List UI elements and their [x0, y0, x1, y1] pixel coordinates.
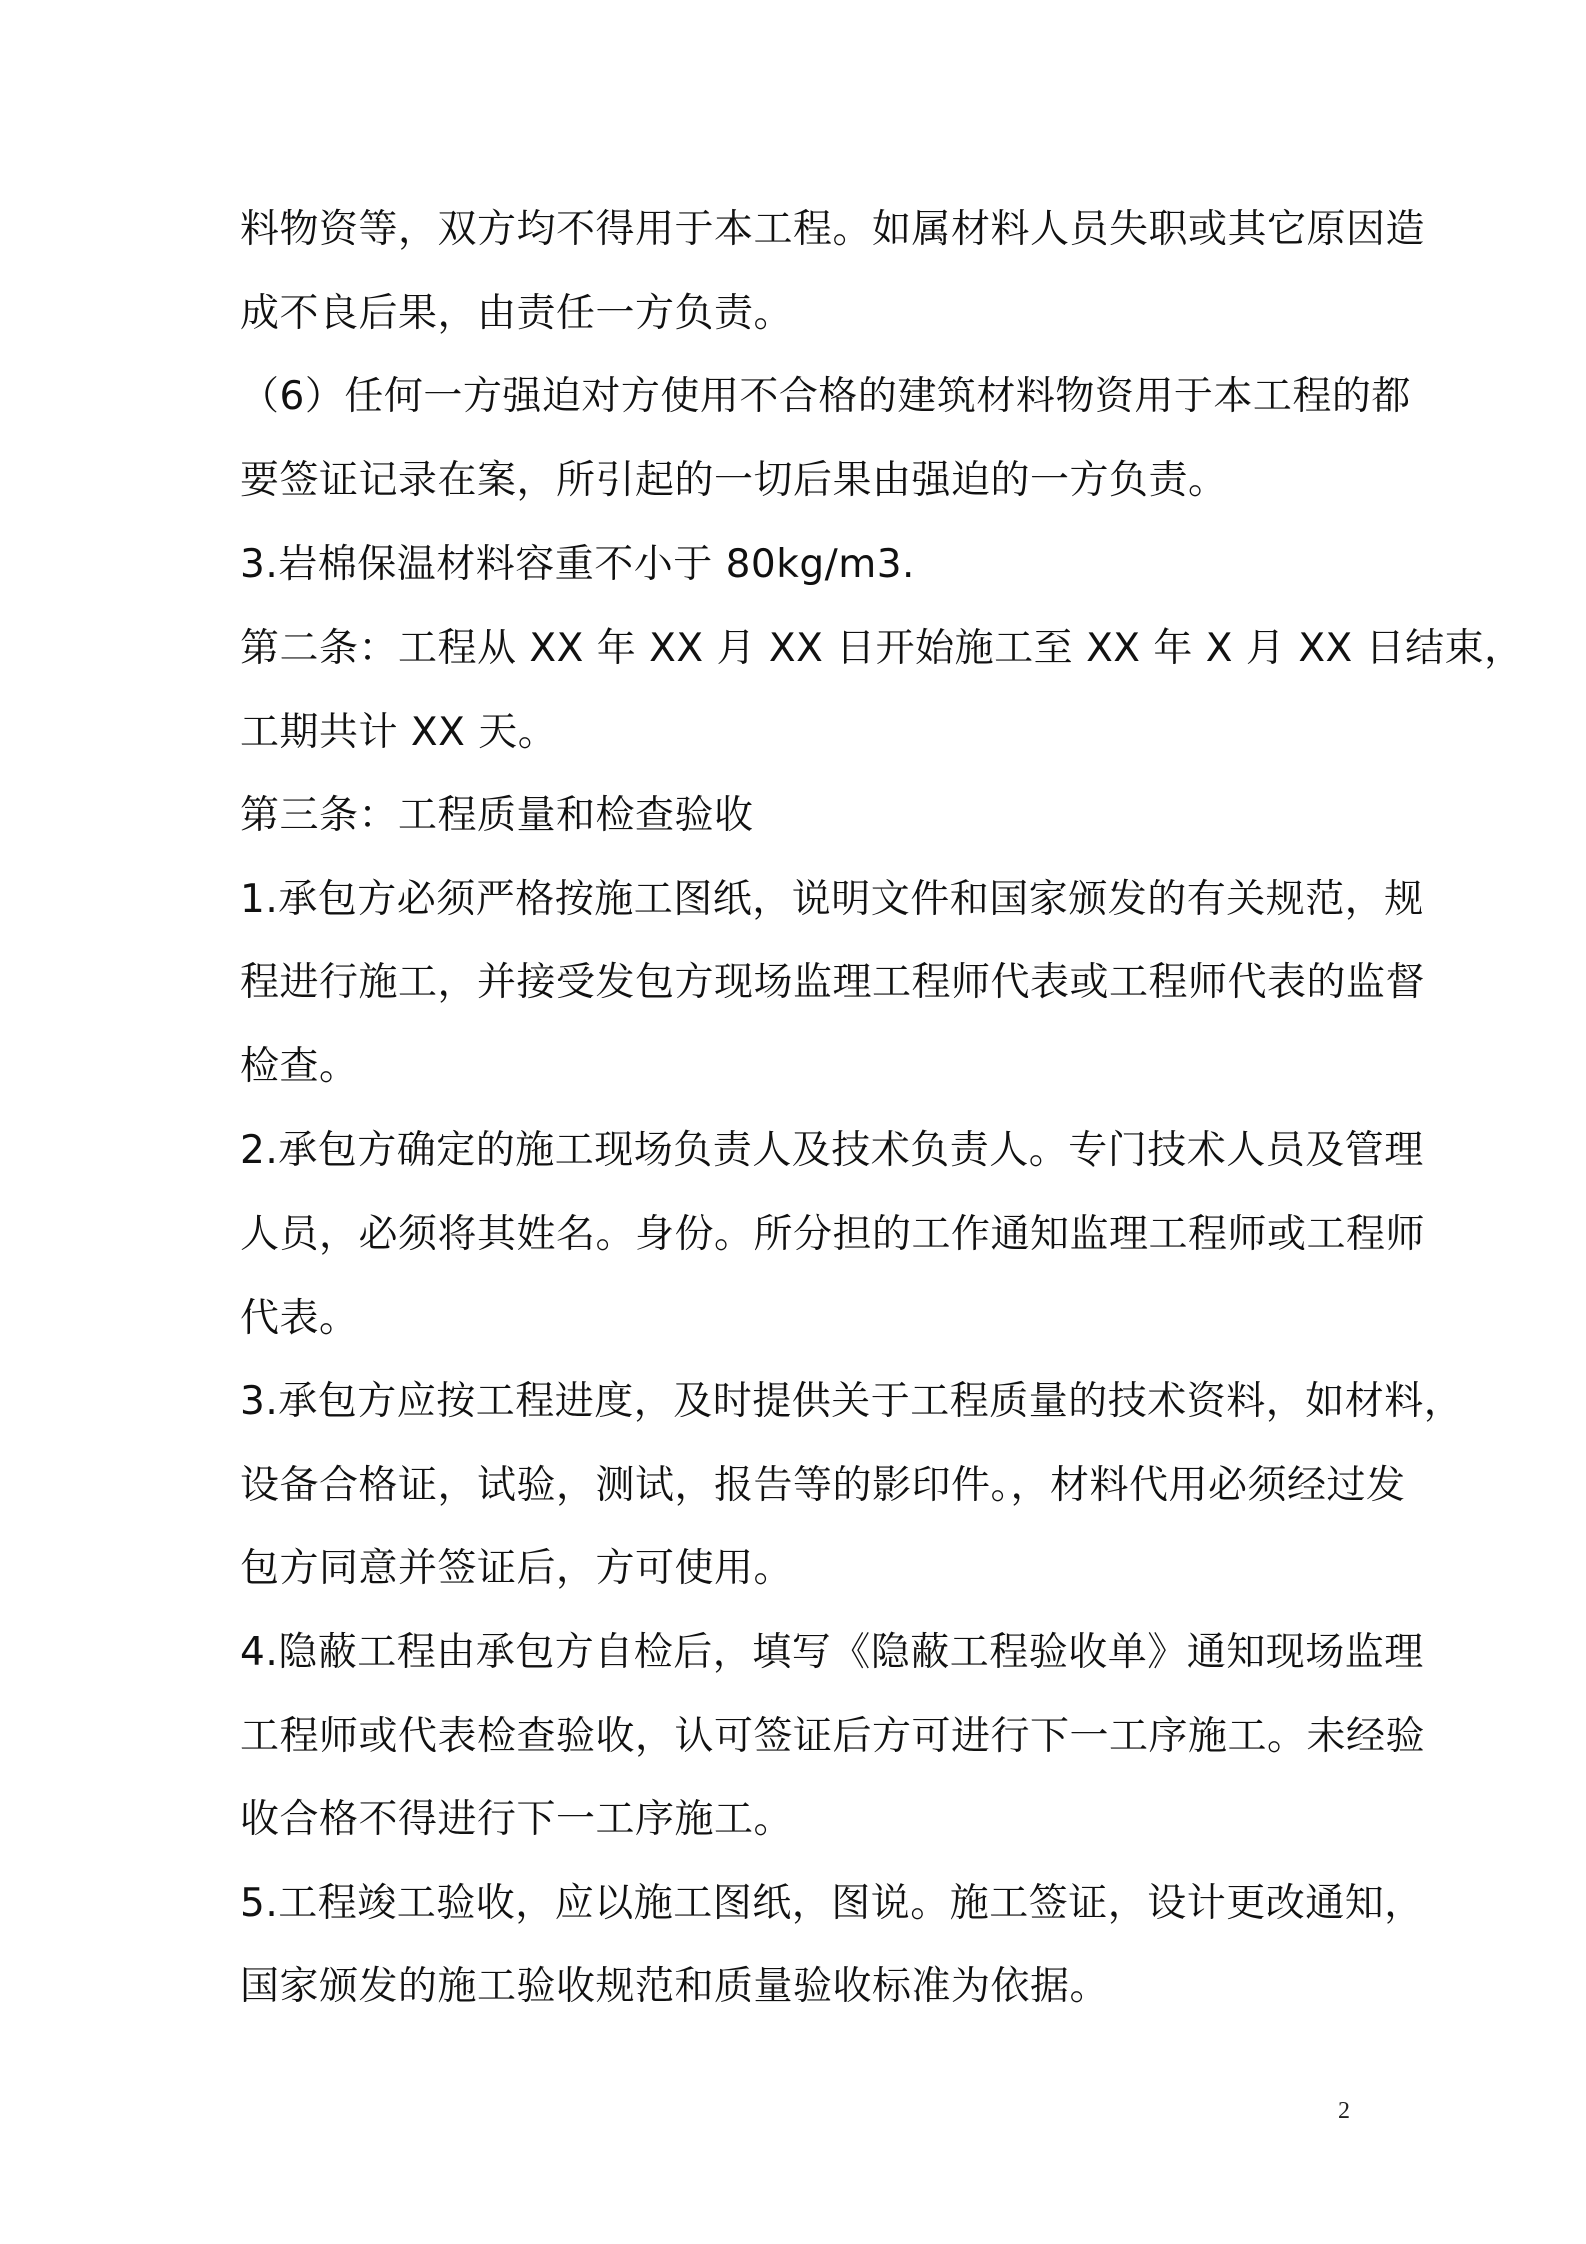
text-line-14: 代表。	[240, 1296, 359, 1341]
text-line-2: 成不良后果，由责任一方负责。	[240, 291, 794, 336]
text-line-17: 包方同意并签证后，方可使用。	[240, 1546, 794, 1591]
text-line-15: 3.承包方应按工程进度，及时提供关于工程质量的技术资料，如材料，	[240, 1379, 1464, 1424]
text-line-13: 人员，必须将其姓名。身份。所分担的工作通知监理工程师或工程师	[240, 1212, 1426, 1257]
text-line-10: 程进行施工，并接受发包方现场监理工程师代表或工程师代表的监督	[240, 960, 1426, 1005]
text-line-8: 第三条：工程质量和检查验收	[240, 793, 754, 838]
text-line-16: 设备合格证，试验，测试，报告等的影印件。，材料代用必须经过发	[240, 1463, 1406, 1508]
text-line-7: 工期共计 XX 天。	[240, 710, 558, 755]
text-line-4: 要签证记录在案，所引起的一切后果由强迫的一方负责。	[240, 458, 1228, 503]
text-line-6: 第二条：工程从 XX 年 XX 月 XX 日开始施工至 XX 年 X 月 XX 日结束，	[240, 626, 1524, 671]
text-line-3: （6）任何一方强迫对方使用不合格的建筑材料物资用于本工程的都	[240, 374, 1411, 419]
text-line-12: 2.承包方确定的施工现场负责人及技术负责人。专门技术人员及管理	[240, 1128, 1424, 1173]
text-line-1: 料物资等，双方均不得用于本工程。如属材料人员失职或其它原因造	[240, 207, 1426, 252]
text-line-22: 国家颁发的施工验收规范和质量验收标准为依据。	[240, 1964, 1110, 2009]
page-number: 2	[1338, 2098, 1350, 2124]
text-line-20: 收合格不得进行下一工序施工。	[240, 1797, 794, 1842]
text-line-21: 5.工程竣工验收，应以施工图纸，图说。施工签证，设计更改通知，	[240, 1881, 1424, 1926]
text-line-19: 工程师或代表检查验收，认可签证后方可进行下一工序施工。未经验	[240, 1714, 1426, 1759]
text-line-11: 检查。	[240, 1044, 359, 1089]
text-line-9: 1.承包方必须严格按施工图纸，说明文件和国家颁发的有关规范，规	[240, 877, 1424, 922]
text-line-5: 3.岩棉保温材料容重不小于 80kg/m3.	[240, 542, 915, 587]
text-line-18: 4.隐蔽工程由承包方自检后，填写《隐蔽工程验收单》通知现场监理	[240, 1630, 1424, 1675]
